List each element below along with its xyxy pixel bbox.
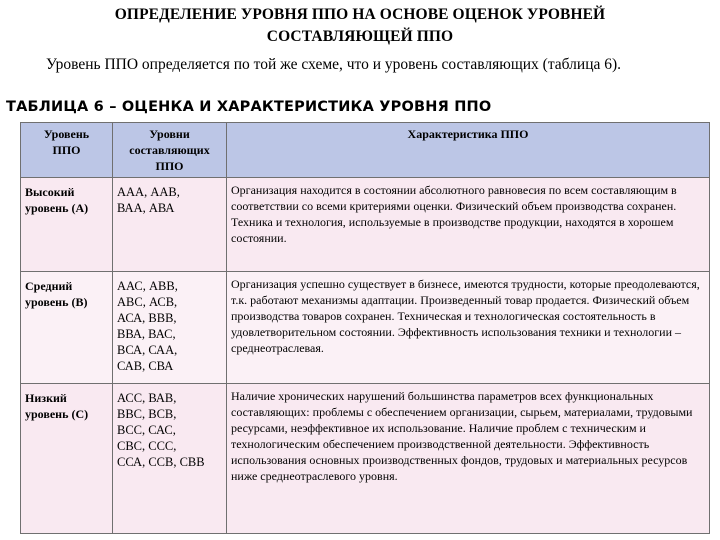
- combos-cell: [113, 272, 227, 384]
- level-line-2: уровень (С): [25, 407, 89, 421]
- description-cell: Организация находится в состоянии абсолютного равновесия по всем составляющим в соответствии со всеми критериями оценки. Физический объем производства сохранен. Техника и технология, используемые в производстве продукции, находятся в хорошем состоянии.: [227, 178, 710, 272]
- page-title: [70, 4, 650, 48]
- page-title-line-2: СОСТАВЛЯЮЩЕЙ ППО: [266, 28, 454, 45]
- table-row-low: [21, 384, 710, 534]
- combo-line: САВ, СВА: [117, 359, 174, 373]
- combo-line: АСА, ВВВ,: [117, 311, 177, 325]
- combo-line: АСС, ВАВ,: [117, 391, 177, 405]
- description-cell: Наличие хронических нарушений большинства параметров всех функциональных составляющих: проблемы с обеспечением организации, сырьем, материалами, трудовыми ресурсами, неэффективное их использование. Наличие проблем с техническим и технологическим обеспечением производственной деятельности. Эффективность использования основных производственных фондов, трудовых и материальных ресурсов ниже среднеотраслевого уровня.: [227, 384, 710, 534]
- combo-line: ВАА, АВА: [117, 201, 175, 215]
- header-level-line-1: Уровень: [43, 127, 90, 141]
- combo-line: ВВА, ВАС,: [117, 327, 176, 341]
- combo-line: ССА, ССВ, СВВ: [117, 455, 205, 469]
- level-line-1: Средний: [25, 279, 73, 293]
- table-caption: ТАБЛИЦА 6 – ОЦЕНКА И ХАРАКТЕРИСТИКА УРОВНЯ ППО: [6, 99, 492, 115]
- header-components-line-3: ППО: [155, 159, 184, 173]
- header-description: Характеристика ППО: [227, 123, 710, 178]
- evaluation-table: [20, 122, 710, 534]
- level-cell: [21, 384, 113, 534]
- combo-line: ВСА, САА,: [117, 343, 178, 357]
- header-level-line-2: ППО: [52, 143, 81, 157]
- level-cell: [21, 272, 113, 384]
- combo-line: ВСС, САС,: [117, 423, 176, 437]
- intro-paragraph: Уровень ППО определяется по той же схеме, что и уровень составляющих (таблица 6).: [46, 56, 622, 73]
- table-row-medium: [21, 272, 710, 384]
- level-line-2: уровень (В): [25, 295, 88, 309]
- combo-line: СВС, ССС,: [117, 439, 177, 453]
- header-level: [21, 123, 113, 178]
- combo-line: ВВС, ВСВ,: [117, 407, 177, 421]
- combos-cell: [113, 178, 227, 272]
- level-line-1: Высокий: [25, 185, 75, 199]
- combos-cell: [113, 384, 227, 534]
- description-cell: Организация успешно существует в бизнесе, имеются трудности, которые преодолеваются, т.к. работают механизмы адаптации. Произведенный товар продается. Физический объем производства товаров сохранен. Техническая и технологическая состоятельность в удовлетворительном состоянии. Эффективность использования техники и технологии – среднеотраслевая.: [227, 272, 710, 384]
- level-line-2: уровень (А): [25, 201, 89, 215]
- header-components: [113, 123, 227, 178]
- header-components-line-2: составляющих: [129, 143, 210, 157]
- combo-line: ААА, ААВ,: [117, 185, 180, 199]
- table-row-high: [21, 178, 710, 272]
- header-components-line-1: Уровни: [149, 127, 190, 141]
- level-cell: [21, 178, 113, 272]
- combo-line: ААС, АВВ,: [117, 279, 178, 293]
- level-line-1: Низкий: [25, 391, 67, 405]
- page-title-line-1: ОПРЕДЕЛЕНИЕ УРОВНЯ ППО НА ОСНОВЕ ОЦЕНОК УРОВНЕЙ: [114, 6, 606, 23]
- combo-line: АВС, АСВ,: [117, 295, 178, 309]
- table-header-row: [21, 123, 710, 178]
